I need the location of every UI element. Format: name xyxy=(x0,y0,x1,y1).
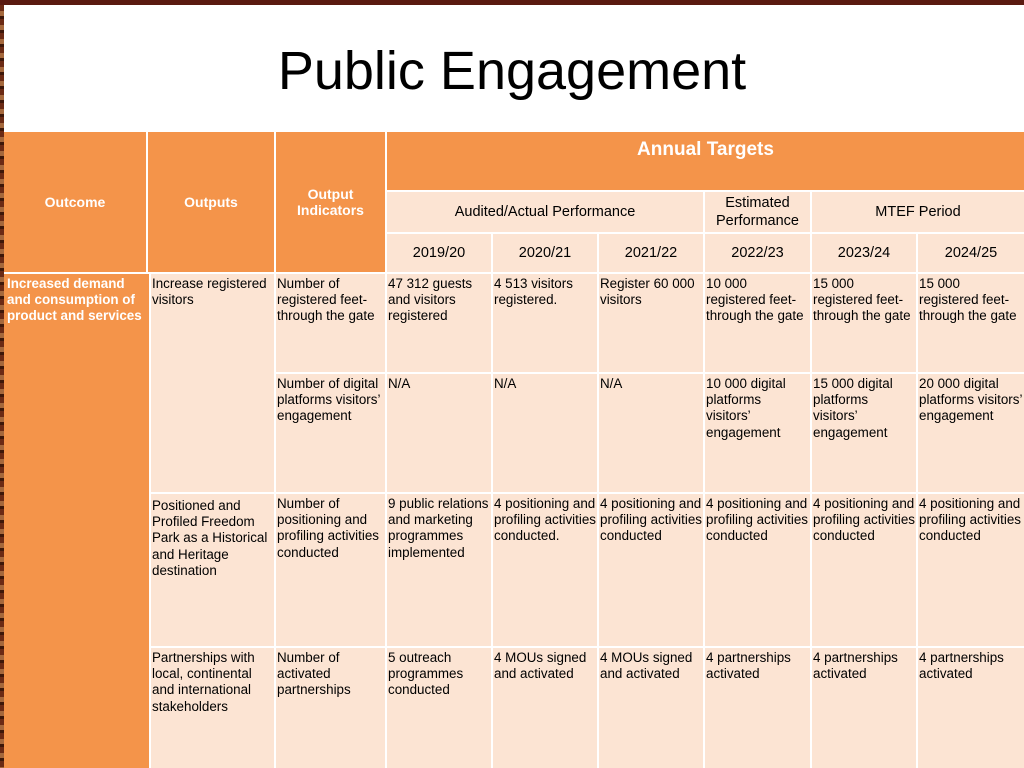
target-cell: 9 public relations and marketing programmes implemented xyxy=(387,494,491,646)
target-cell: 4 MOUs signed and activated xyxy=(493,648,597,768)
header-annual-targets: Annual Targets xyxy=(387,132,1024,190)
target-cell: 4 positioning and profiling activities conducted xyxy=(599,494,703,646)
output-cell: Increase registered visitors xyxy=(151,274,274,492)
header-mtef-period: MTEF Period xyxy=(812,192,1024,232)
indicator-cell: Number of activated partnerships xyxy=(276,648,385,768)
target-cell: N/A xyxy=(493,374,597,492)
target-cell: 4 partnerships activated xyxy=(918,648,1024,768)
header-year: 2019/20 xyxy=(387,234,491,272)
target-cell: 4 positioning and profiling activities conducted xyxy=(812,494,916,646)
target-cell: 4 513 visitors registered. xyxy=(493,274,597,372)
header-outcome: Outcome xyxy=(4,132,146,272)
target-cell: 15 000 registered feet-through the gate xyxy=(918,274,1024,372)
target-cell: N/A xyxy=(599,374,703,492)
header-outputs: Outputs xyxy=(148,132,274,272)
output-cell: Positioned and Profiled Freedom Park as a Historical and Heritage destination xyxy=(151,494,274,646)
target-cell: 15 000 digital platforms visitors’ engagement xyxy=(812,374,916,492)
header-estimated-performance: Estimated Performance xyxy=(705,192,810,232)
target-cell: Register 60 000 visitors xyxy=(599,274,703,372)
target-cell: 20 000 digital platforms visitors’ engagement xyxy=(918,374,1024,492)
target-cell: 10 000 digital platforms visitors’ engagement xyxy=(705,374,810,492)
header-audited-performance: Audited/Actual Performance xyxy=(387,192,703,232)
header-year: 2021/22 xyxy=(599,234,703,272)
header-output-indicators: Output Indicators xyxy=(276,132,385,272)
target-cell: 4 positioning and profiling activities conducted xyxy=(705,494,810,646)
target-cell: 4 positioning and profiling activities conducted xyxy=(918,494,1024,646)
slide-title: Public Engagement xyxy=(277,41,747,101)
target-cell: 47 312 guests and visitors registered xyxy=(387,274,491,372)
target-cell: 4 positioning and profiling activities conducted. xyxy=(493,494,597,646)
target-cell: 4 MOUs signed and activated xyxy=(599,648,703,768)
target-cell: 10 000 registered feet-through the gate xyxy=(705,274,810,372)
indicator-cell: Number of registered feet-through the gate xyxy=(276,274,385,372)
target-cell: 5 outreach programmes conducted xyxy=(387,648,491,768)
target-cell: 4 partnerships activated xyxy=(705,648,810,768)
header-year: 2024/25 xyxy=(918,234,1024,272)
target-cell: 15 000 registered feet-through the gate xyxy=(812,274,916,372)
target-cell: 4 partnerships activated xyxy=(812,648,916,768)
outcome-cell: Increased demand and consumption of product and services xyxy=(4,274,149,768)
header-year: 2023/24 xyxy=(812,234,916,272)
target-cell: N/A xyxy=(387,374,491,492)
output-cell: Partnerships with local, continental and international stakeholders xyxy=(151,648,274,768)
indicator-cell: Number of digital platforms visitors’ engagement xyxy=(276,374,385,492)
top-border xyxy=(0,0,1024,5)
indicator-cell: Number of positioning and profiling activities conducted xyxy=(276,494,385,646)
header-year: 2020/21 xyxy=(493,234,597,272)
header-year: 2022/23 xyxy=(705,234,810,272)
